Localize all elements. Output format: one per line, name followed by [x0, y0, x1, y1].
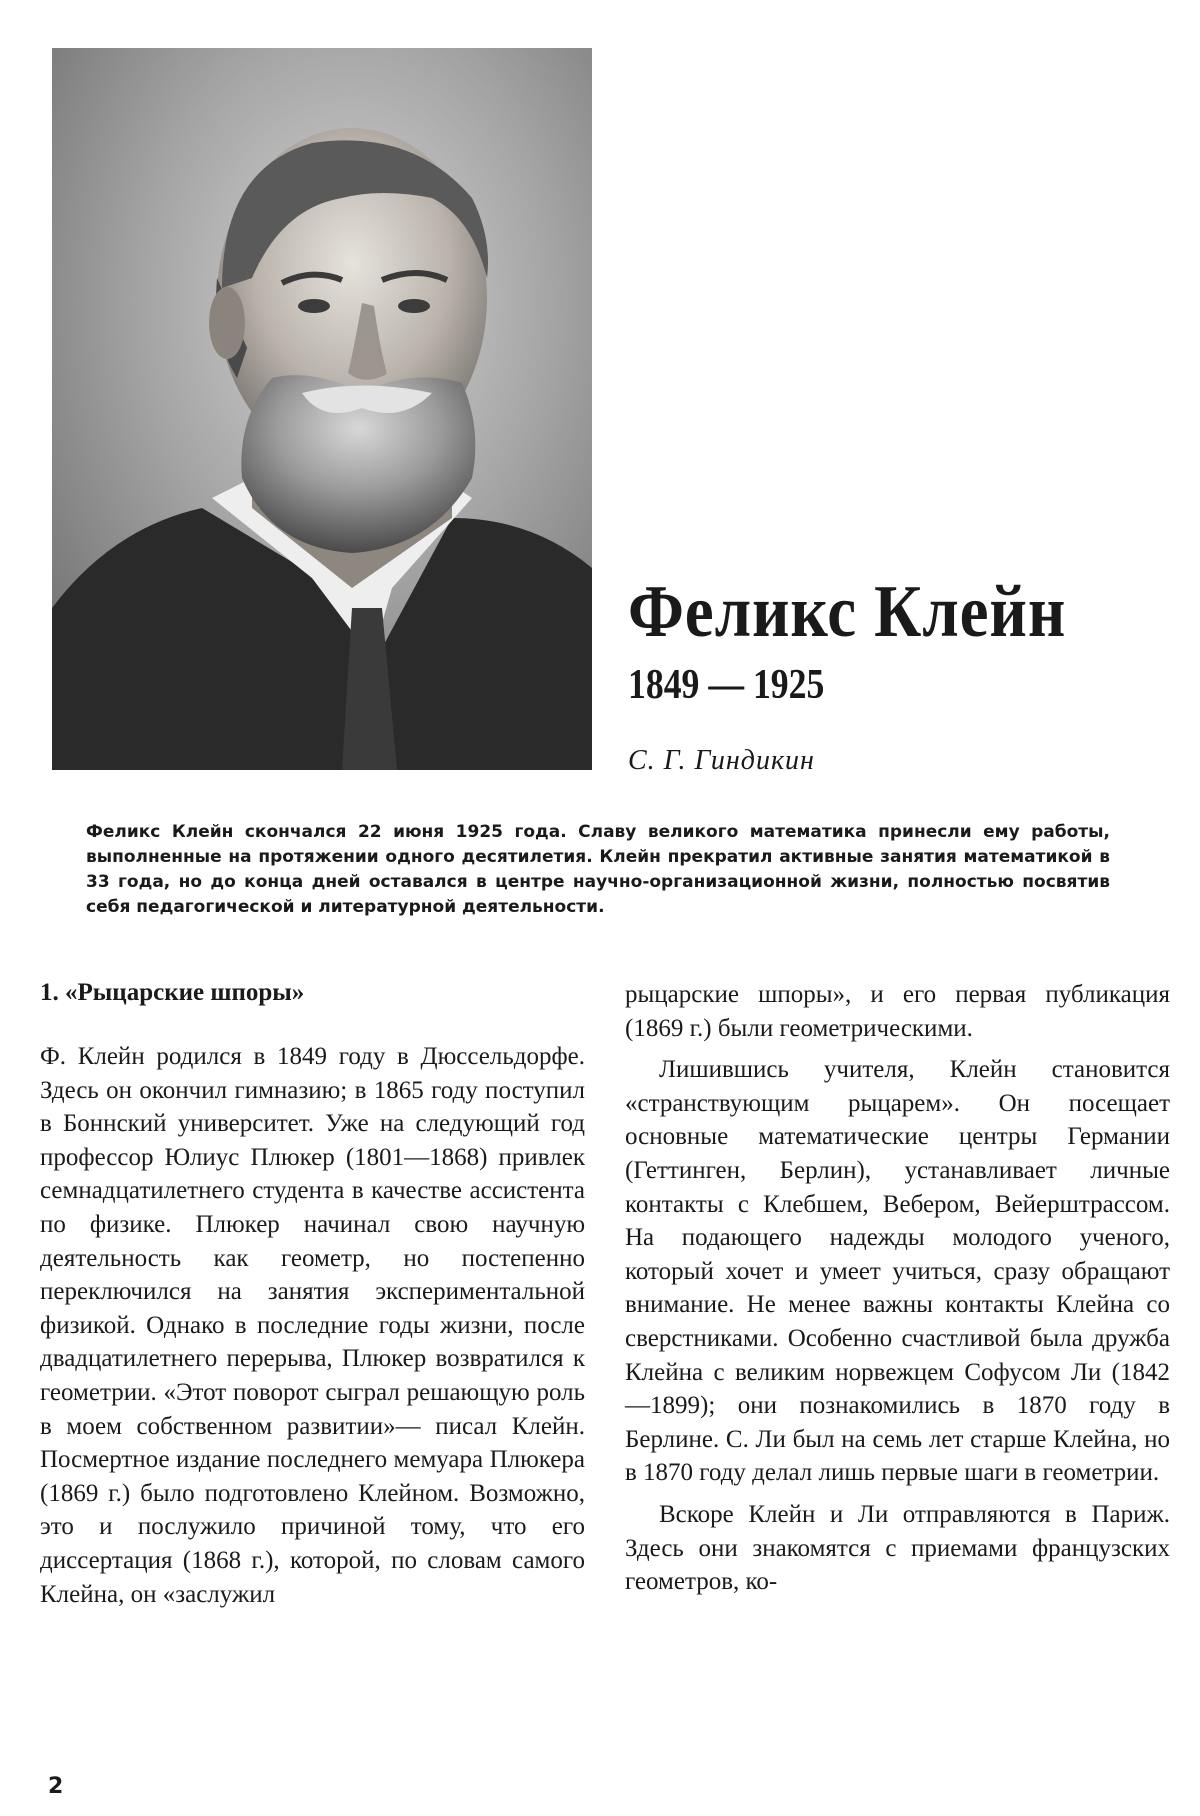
article-author: С. Г. Гиндикин: [628, 745, 815, 776]
section-heading: 1. «Рыцарские шпоры»: [40, 979, 305, 1006]
right-column: [625, 978, 1170, 1599]
paragraph: рыцарские шпоры», и его первая публикация (1869 г.) были геометрическими.: [625, 981, 1170, 1042]
paragraph: Вскоре Клейн и Ли отправляются в Париж. Здесь они знакомятся с приемами французских геометров, ко-: [625, 1500, 1170, 1596]
portrait-illustration: [52, 48, 592, 770]
paragraph: Лишившись учителя, Клейн становится «странствующим рыцарем». Он посещает основные математические центры Германии (Геттинген, Берлин), устанавливает личные контакты с Клебшем, Вебером, Вейерштрассом. На подающего надежды молодого ученого, который хочет и умеет учиться, сразу обращают внимание. Не менее важны контакты Клейна со сверстниками. Особенно счастливой была дружба Клейна с великим норвежцем Софусом Ли (1842—1899); они познакомились в 1870 году в Берлине. С. Ли был на семь лет старше Клейна, но в 1870 году делал лишь первые шаги в геометрии.: [625, 1056, 1170, 1487]
portrait-photo: [52, 48, 592, 770]
page-number: 2: [48, 1774, 64, 1799]
paragraph: Ф. Клейн родился в 1849 году в Дюссельдорфе. Здесь он окончил гимназию; в 1865 году поступил в Боннский университет. Уже на следующий год профессор Юлиус Плюкер (1801—1868) привлек семнадцатилетнего студента в качестве ассистента по физике. Плюкер начинал свою научную деятельность как геометр, но постепенно переключился на занятия экспериментальной физикой. Однако в последние годы жизни, после двадцатилетнего перерыва, Плюкер возвратился к геометрии. «Этот поворот сыграл решающую роль в моем собственном развитии»— писал Клейн. Посмертное издание последнего мемуара Плюкера (1869 г.) было подготовлено Клейном. Возможно, это и послужило причиной тому, что его диссертация (1868 г.), которой, по словам самого Клейна, он «заслужил: [40, 1043, 585, 1608]
left-column: [40, 976, 585, 1611]
article-title: Феликс Клейн: [628, 571, 1067, 653]
life-years: 1849 — 1925: [628, 662, 825, 708]
abstract: Феликс Клейн скончался 22 июня 1925 года. Славу великого математика принесли ему работы, выполненные на протяжении одного десятилетия. Клейн прекратил активные занятия математикой в 33 года, но до конца дней оставался в центре научно-организационной жизни, полностью посвятив себя педагогической и литературной деятельности.: [86, 822, 1110, 917]
